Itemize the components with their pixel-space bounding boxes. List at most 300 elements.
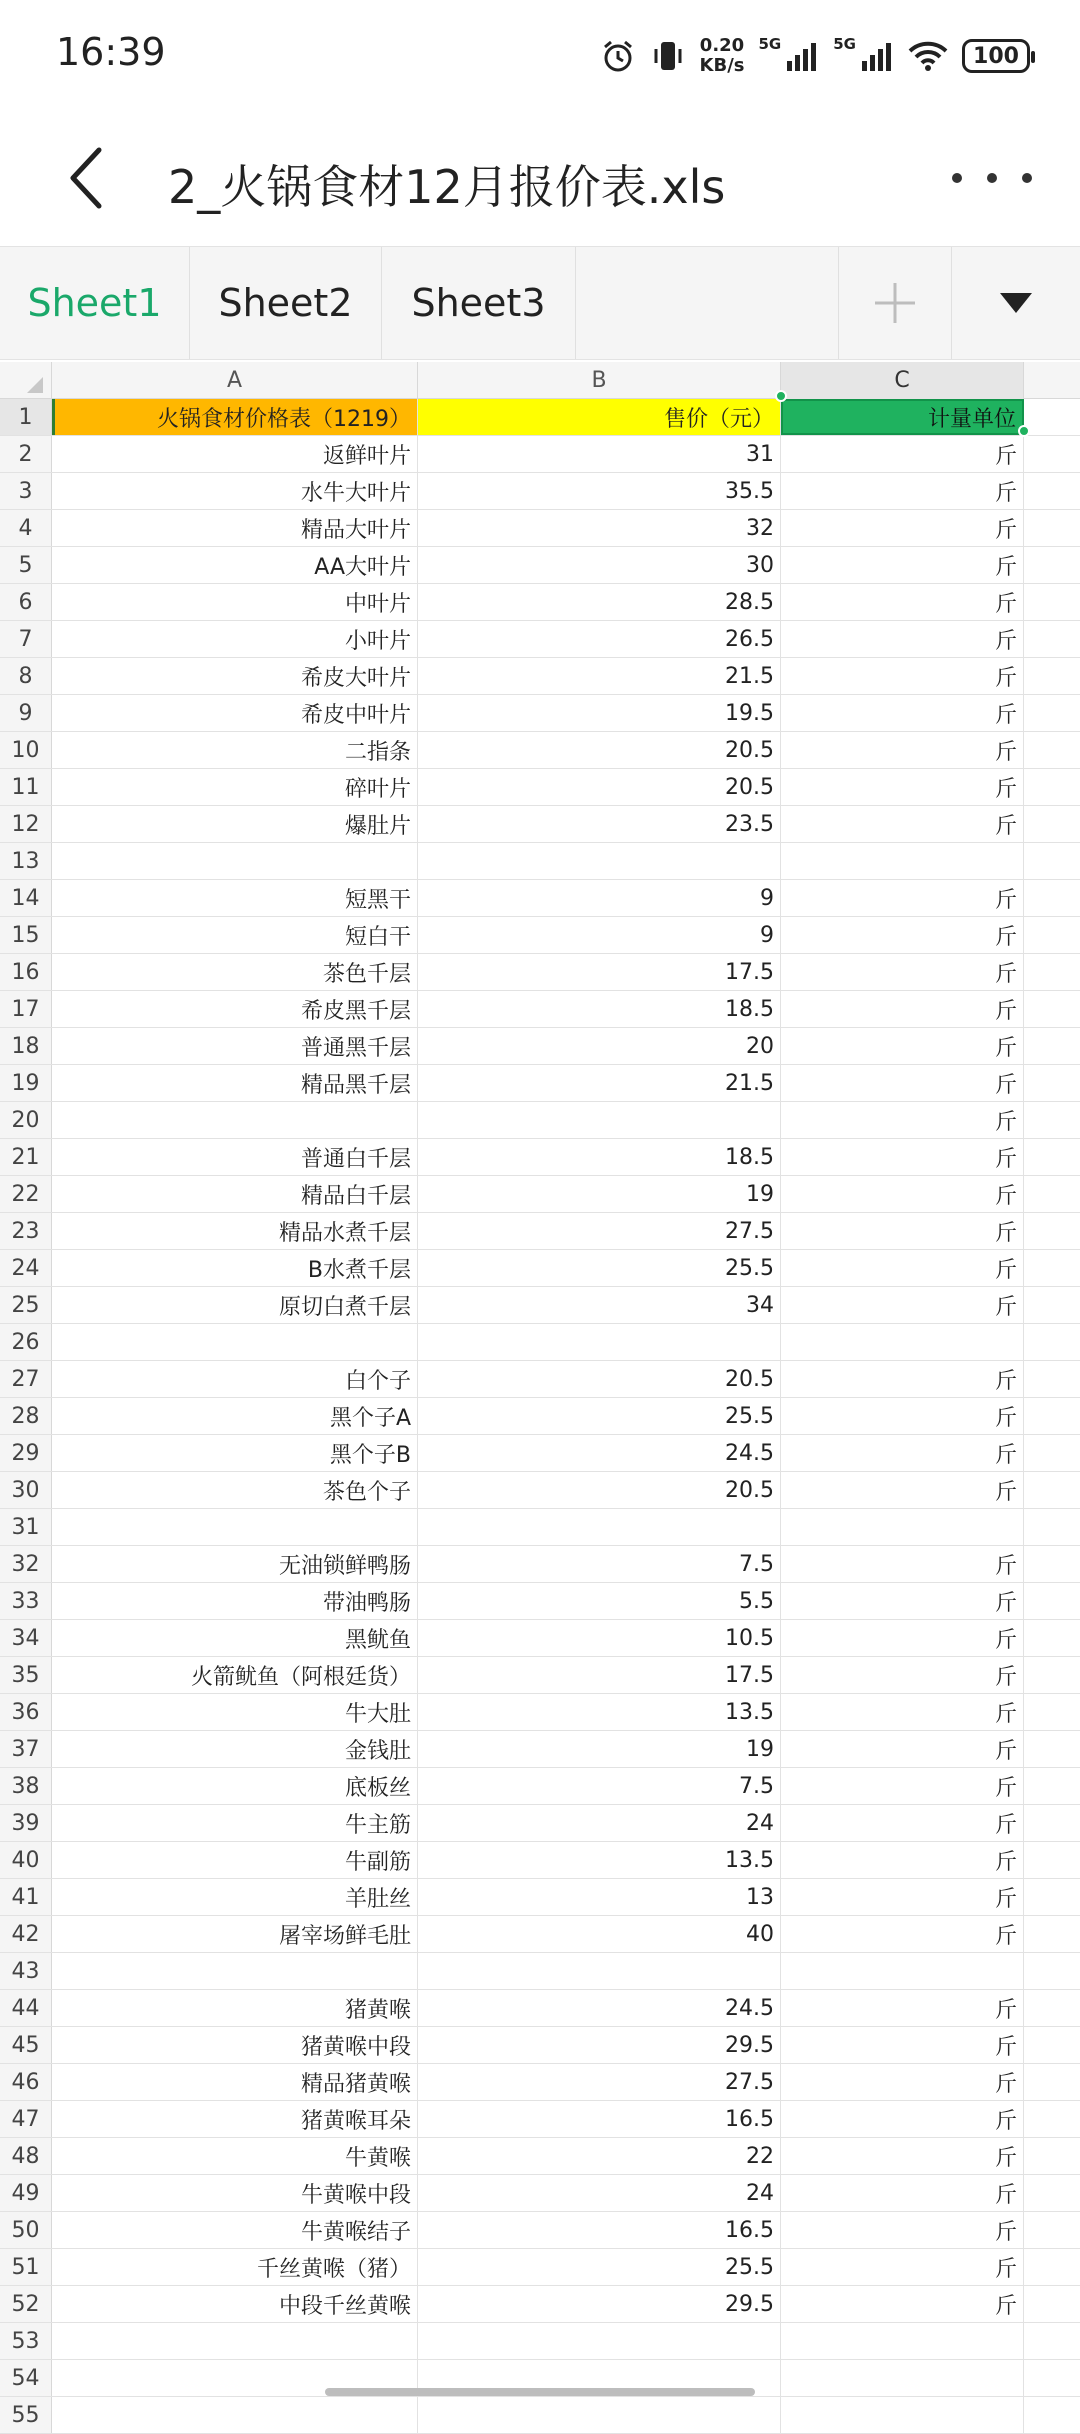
column-header-c[interactable]: C	[781, 362, 1024, 399]
cell-b[interactable]: 13.5	[418, 1694, 781, 1730]
cell-d[interactable]	[1024, 1324, 1080, 1360]
table-row	[0, 695, 1080, 732]
cell-d[interactable]	[1024, 769, 1080, 805]
cell-d[interactable]	[1024, 1768, 1080, 1804]
cell-d[interactable]	[1024, 1361, 1080, 1397]
cell-c[interactable]: 斤	[781, 2138, 1024, 2174]
cell-a[interactable]: 普通黑千层	[52, 1028, 418, 1064]
cell-c[interactable]: 斤	[781, 1065, 1024, 1101]
row-number[interactable]: 28	[0, 1398, 52, 1434]
row-number[interactable]: 29	[0, 1435, 52, 1471]
row-number[interactable]: 39	[0, 1805, 52, 1841]
row-number[interactable]: 38	[0, 1768, 52, 1804]
cell-a[interactable]: 希皮大叶片	[52, 658, 418, 694]
cell-d[interactable]	[1024, 991, 1080, 1027]
row-number[interactable]: 54	[0, 2360, 52, 2396]
cell-b[interactable]: 40	[418, 1916, 781, 1952]
cell-a[interactable]: 短黑干	[52, 880, 418, 916]
row-number[interactable]: 44	[0, 1990, 52, 2026]
cell-d[interactable]	[1024, 2027, 1080, 2063]
cell-a[interactable]: 黑个子A	[52, 1398, 418, 1434]
row-number[interactable]: 5	[0, 547, 52, 583]
row-number[interactable]: 48	[0, 2138, 52, 2174]
cell-c[interactable]: 斤	[781, 806, 1024, 842]
cell-b[interactable]: 17.5	[418, 954, 781, 990]
row-number[interactable]: 37	[0, 1731, 52, 1767]
cell-b[interactable]: 18.5	[418, 1139, 781, 1175]
cell-c[interactable]: 斤	[781, 1028, 1024, 1064]
cell-a[interactable]: 爆肚片	[52, 806, 418, 842]
cell-c[interactable]	[781, 1509, 1024, 1545]
selection-handle-bottom[interactable]	[1018, 425, 1030, 437]
cell-d[interactable]	[1024, 1620, 1080, 1656]
cell-c[interactable]	[781, 1953, 1024, 1989]
cell-d[interactable]	[1024, 806, 1080, 842]
cell-a[interactable]: 牛主筋	[52, 1805, 418, 1841]
row-number[interactable]: 49	[0, 2175, 52, 2211]
row-number[interactable]: 11	[0, 769, 52, 805]
cell-d[interactable]	[1024, 1176, 1080, 1212]
cell-c[interactable]: 斤	[781, 1398, 1024, 1434]
cell-c[interactable]: 斤	[781, 1250, 1024, 1286]
table-row	[0, 1361, 1080, 1398]
cell-a[interactable]: 返鲜叶片	[52, 436, 418, 472]
cell-c[interactable]: 斤	[781, 1694, 1024, 1730]
row-number[interactable]: 14	[0, 880, 52, 916]
cell-a[interactable]: 猪黄喉耳朵	[52, 2101, 418, 2137]
cell-c[interactable]: 斤	[781, 1287, 1024, 1323]
cell-b[interactable]: 20.5	[418, 1361, 781, 1397]
back-button[interactable]	[50, 143, 120, 213]
cell-c[interactable]: 斤	[781, 1768, 1024, 1804]
select-all-corner[interactable]	[0, 362, 52, 399]
cell-c[interactable]: 斤	[781, 1102, 1024, 1138]
row-number[interactable]: 24	[0, 1250, 52, 1286]
cell-b[interactable]: 21.5	[418, 658, 781, 694]
cell-a[interactable]	[52, 1953, 418, 1989]
cell-c[interactable]: 斤	[781, 621, 1024, 657]
row-number[interactable]: 55	[0, 2397, 52, 2433]
cell-a[interactable]: 精品黑千层	[52, 1065, 418, 1101]
cell-d[interactable]	[1024, 2138, 1080, 2174]
cell-c[interactable]: 斤	[781, 732, 1024, 768]
cell-d[interactable]	[1024, 1842, 1080, 1878]
cell-d[interactable]	[1024, 2323, 1080, 2359]
cell-b[interactable]: 10.5	[418, 1620, 781, 1656]
cell-a[interactable]: 屠宰场鲜毛肚	[52, 1916, 418, 1952]
row-number[interactable]: 26	[0, 1324, 52, 1360]
cell-a[interactable]: 中段千丝黄喉	[52, 2286, 418, 2322]
cell-d[interactable]	[1024, 510, 1080, 546]
cell-c[interactable]: 斤	[781, 2249, 1024, 2285]
cell-a[interactable]: 火锅食材价格表（1219）	[52, 399, 418, 435]
row-number[interactable]: 35	[0, 1657, 52, 1693]
cell-b[interactable]	[418, 2397, 781, 2433]
cell-c[interactable]: 斤	[781, 1546, 1024, 1582]
cell-a[interactable]: B水煮千层	[52, 1250, 418, 1286]
cell-d[interactable]	[1024, 658, 1080, 694]
cell-b[interactable]: 29.5	[418, 2286, 781, 2322]
row-number[interactable]: 16	[0, 954, 52, 990]
cell-c[interactable]: 斤	[781, 695, 1024, 731]
row-number[interactable]: 27	[0, 1361, 52, 1397]
cell-c[interactable]: 斤	[781, 1842, 1024, 1878]
cell-c[interactable]: 斤	[781, 1176, 1024, 1212]
cell-b[interactable]: 13	[418, 1879, 781, 1915]
cell-d[interactable]	[1024, 1139, 1080, 1175]
row-number[interactable]: 10	[0, 732, 52, 768]
cell-c[interactable]: 斤	[781, 2101, 1024, 2137]
spreadsheet-grid[interactable]	[0, 362, 1080, 2428]
cell-b[interactable]: 24.5	[418, 1990, 781, 2026]
row-number[interactable]: 22	[0, 1176, 52, 1212]
cell-d[interactable]	[1024, 1583, 1080, 1619]
cell-b[interactable]	[418, 1509, 781, 1545]
row-number[interactable]: 50	[0, 2212, 52, 2248]
cell-c[interactable]: 斤	[781, 1916, 1024, 1952]
cell-d[interactable]	[1024, 954, 1080, 990]
cell-d[interactable]	[1024, 473, 1080, 509]
cell-b[interactable]: 19.5	[418, 695, 781, 731]
cell-d[interactable]	[1024, 1990, 1080, 2026]
cell-a[interactable]: 原切白煮千层	[52, 1287, 418, 1323]
add-sheet-button[interactable]	[838, 247, 952, 359]
cell-a[interactable]: 希皮黑千层	[52, 991, 418, 1027]
cell-c[interactable]: 斤	[781, 2175, 1024, 2211]
cell-a[interactable]: 牛黄喉中段	[52, 2175, 418, 2211]
cell-d[interactable]	[1024, 1509, 1080, 1545]
cell-b[interactable]: 23.5	[418, 806, 781, 842]
cell-a[interactable]	[52, 843, 418, 879]
tab-sheet3[interactable]: Sheet3	[382, 247, 576, 359]
table-row	[0, 732, 1080, 769]
cell-c[interactable]: 斤	[781, 1620, 1024, 1656]
cell-d[interactable]	[1024, 1250, 1080, 1286]
cell-c[interactable]: 斤	[781, 658, 1024, 694]
cell-b[interactable]: 13.5	[418, 1842, 781, 1878]
cell-a[interactable]: 底板丝	[52, 1768, 418, 1804]
cell-d[interactable]	[1024, 1916, 1080, 1952]
cell-c[interactable]: 斤	[781, 1657, 1024, 1693]
cell-d[interactable]	[1024, 1398, 1080, 1434]
cell-c[interactable]: 斤	[781, 584, 1024, 620]
table-row	[0, 1694, 1080, 1731]
row-number[interactable]: 41	[0, 1879, 52, 1915]
cell-b[interactable]	[418, 1953, 781, 1989]
cell-b[interactable]: 18.5	[418, 991, 781, 1027]
cell-d[interactable]	[1024, 547, 1080, 583]
table-row	[0, 1509, 1080, 1546]
cell-a[interactable]: 中叶片	[52, 584, 418, 620]
table-row	[0, 1176, 1080, 1213]
row-number[interactable]: 12	[0, 806, 52, 842]
row-number[interactable]: 1	[0, 399, 52, 435]
row-number[interactable]: 2	[0, 436, 52, 472]
cell-b[interactable]: 24	[418, 1805, 781, 1841]
cell-a[interactable]: 金钱肚	[52, 1731, 418, 1767]
cell-a[interactable]: 茶色个子	[52, 1472, 418, 1508]
cell-a[interactable]: 猪黄喉	[52, 1990, 418, 2026]
cell-a[interactable]: 小叶片	[52, 621, 418, 657]
cell-d[interactable]	[1024, 1065, 1080, 1101]
cell-a[interactable]: 精品水煮千层	[52, 1213, 418, 1249]
cell-b[interactable]: 27.5	[418, 2064, 781, 2100]
cell-c[interactable]: 斤	[781, 436, 1024, 472]
cell-a[interactable]: 带油鸭肠	[52, 1583, 418, 1619]
cell-c[interactable]: 计量单位	[781, 399, 1024, 435]
cell-b[interactable]: 34	[418, 1287, 781, 1323]
cell-c[interactable]: 斤	[781, 2064, 1024, 2100]
cell-b[interactable]: 16.5	[418, 2212, 781, 2248]
row-number[interactable]: 21	[0, 1139, 52, 1175]
cell-c[interactable]: 斤	[781, 2027, 1024, 2063]
row-number[interactable]: 17	[0, 991, 52, 1027]
row-number[interactable]: 33	[0, 1583, 52, 1619]
cell-b[interactable]: 25.5	[418, 1398, 781, 1434]
cell-b[interactable]: 21.5	[418, 1065, 781, 1101]
cell-d[interactable]	[1024, 621, 1080, 657]
row-number[interactable]: 19	[0, 1065, 52, 1101]
cell-d[interactable]	[1024, 1657, 1080, 1693]
cell-c[interactable]: 斤	[781, 1879, 1024, 1915]
cell-d[interactable]	[1024, 2286, 1080, 2322]
cell-d[interactable]	[1024, 1805, 1080, 1841]
cell-a[interactable]: 水牛大叶片	[52, 473, 418, 509]
cell-d[interactable]	[1024, 399, 1080, 435]
cell-c[interactable]	[781, 2360, 1024, 2396]
row-number[interactable]: 40	[0, 1842, 52, 1878]
cell-b[interactable]: 9	[418, 917, 781, 953]
row-number[interactable]: 8	[0, 658, 52, 694]
cell-c[interactable]: 斤	[781, 1472, 1024, 1508]
cell-d[interactable]	[1024, 2397, 1080, 2433]
cell-b[interactable]: 17.5	[418, 1657, 781, 1693]
table-row	[0, 1953, 1080, 1990]
row-number[interactable]: 23	[0, 1213, 52, 1249]
cell-d[interactable]	[1024, 1546, 1080, 1582]
cell-b[interactable]: 26.5	[418, 621, 781, 657]
cell-a[interactable]: AA大叶片	[52, 547, 418, 583]
cell-d[interactable]	[1024, 1953, 1080, 1989]
cell-c[interactable]	[781, 2397, 1024, 2433]
row-number[interactable]: 32	[0, 1546, 52, 1582]
cell-d[interactable]	[1024, 2175, 1080, 2211]
row-number[interactable]: 6	[0, 584, 52, 620]
cell-c[interactable]: 斤	[781, 769, 1024, 805]
cell-b[interactable]: 27.5	[418, 1213, 781, 1249]
cell-a[interactable]: 普通白千层	[52, 1139, 418, 1175]
cell-d[interactable]	[1024, 1731, 1080, 1767]
cell-a[interactable]	[52, 1324, 418, 1360]
cell-a[interactable]: 牛副筋	[52, 1842, 418, 1878]
row-number[interactable]: 45	[0, 2027, 52, 2063]
cell-c[interactable]: 斤	[781, 954, 1024, 990]
cell-b[interactable]: 25.5	[418, 1250, 781, 1286]
row-number[interactable]: 52	[0, 2286, 52, 2322]
cell-b[interactable]: 30	[418, 547, 781, 583]
cell-a[interactable]: 牛黄喉	[52, 2138, 418, 2174]
row-number[interactable]: 15	[0, 917, 52, 953]
cell-a[interactable]	[52, 1509, 418, 1545]
sheet-list-dropdown[interactable]	[952, 247, 1080, 359]
cell-b[interactable]: 16.5	[418, 2101, 781, 2137]
cell-d[interactable]	[1024, 1694, 1080, 1730]
cell-b[interactable]: 售价（元）	[418, 399, 781, 435]
row-number[interactable]: 9	[0, 695, 52, 731]
cell-a[interactable]: 牛黄喉结子	[52, 2212, 418, 2248]
row-number[interactable]: 18	[0, 1028, 52, 1064]
cell-d[interactable]	[1024, 843, 1080, 879]
cell-c[interactable]: 斤	[781, 2212, 1024, 2248]
column-header-d[interactable]	[1024, 362, 1080, 399]
column-header-a[interactable]: A	[52, 362, 418, 399]
cell-c[interactable]: 斤	[781, 510, 1024, 546]
cell-b[interactable]: 7.5	[418, 1546, 781, 1582]
cell-c[interactable]: 斤	[781, 1731, 1024, 1767]
cell-a[interactable]	[52, 2397, 418, 2433]
cell-b[interactable]: 20.5	[418, 769, 781, 805]
row-number[interactable]: 46	[0, 2064, 52, 2100]
cell-b[interactable]	[418, 843, 781, 879]
cell-d[interactable]	[1024, 1435, 1080, 1471]
cell-b[interactable]: 19	[418, 1176, 781, 1212]
cell-b[interactable]: 20	[418, 1028, 781, 1064]
row-number[interactable]: 51	[0, 2249, 52, 2285]
cell-b[interactable]	[418, 1324, 781, 1360]
cell-c[interactable]: 斤	[781, 547, 1024, 583]
cell-b[interactable]: 25.5	[418, 2249, 781, 2285]
cell-d[interactable]	[1024, 1028, 1080, 1064]
cell-d[interactable]	[1024, 695, 1080, 731]
cell-b[interactable]: 32	[418, 510, 781, 546]
cell-a[interactable]: 牛大肚	[52, 1694, 418, 1730]
tab-sheet1[interactable]: Sheet1	[0, 247, 190, 359]
cell-b[interactable]: 7.5	[418, 1768, 781, 1804]
more-options-button[interactable]	[952, 153, 1032, 203]
cell-c[interactable]	[781, 2323, 1024, 2359]
cell-d[interactable]	[1024, 584, 1080, 620]
cell-d[interactable]	[1024, 1213, 1080, 1249]
row-number[interactable]: 7	[0, 621, 52, 657]
cell-c[interactable]: 斤	[781, 2286, 1024, 2322]
cell-d[interactable]	[1024, 2249, 1080, 2285]
cell-c[interactable]: 斤	[781, 1583, 1024, 1619]
cell-a[interactable]: 碎叶片	[52, 769, 418, 805]
row-number[interactable]: 25	[0, 1287, 52, 1323]
cell-d[interactable]	[1024, 880, 1080, 916]
cell-c[interactable]: 斤	[781, 917, 1024, 953]
cell-a[interactable]: 猪黄喉中段	[52, 2027, 418, 2063]
cell-a[interactable]: 火箭鱿鱼（阿根廷货）	[52, 1657, 418, 1693]
cell-d[interactable]	[1024, 436, 1080, 472]
cell-c[interactable]: 斤	[781, 1990, 1024, 2026]
cell-c[interactable]: 斤	[781, 991, 1024, 1027]
selection-handle-top[interactable]	[775, 390, 787, 402]
cell-b[interactable]: 20.5	[418, 1472, 781, 1508]
cell-b[interactable]: 5.5	[418, 1583, 781, 1619]
cell-a[interactable]: 黑个子B	[52, 1435, 418, 1471]
cell-b[interactable]: 31	[418, 436, 781, 472]
cell-a[interactable]: 精品大叶片	[52, 510, 418, 546]
cell-c[interactable]: 斤	[781, 473, 1024, 509]
cell-d[interactable]	[1024, 2360, 1080, 2396]
row-number[interactable]: 53	[0, 2323, 52, 2359]
cell-d[interactable]	[1024, 917, 1080, 953]
cell-a[interactable]: 羊肚丝	[52, 1879, 418, 1915]
cell-b[interactable]	[418, 1102, 781, 1138]
cell-b[interactable]: 22	[418, 2138, 781, 2174]
cell-a[interactable]: 黑鱿鱼	[52, 1620, 418, 1656]
cell-c[interactable]: 斤	[781, 1805, 1024, 1841]
cell-c[interactable]	[781, 1324, 1024, 1360]
row-number[interactable]: 20	[0, 1102, 52, 1138]
cell-d[interactable]	[1024, 2212, 1080, 2248]
cell-c[interactable]: 斤	[781, 880, 1024, 916]
cell-a[interactable]: 希皮中叶片	[52, 695, 418, 731]
cell-c[interactable]: 斤	[781, 1361, 1024, 1397]
cell-a[interactable]: 精品猪黄喉	[52, 2064, 418, 2100]
cell-b[interactable]: 24.5	[418, 1435, 781, 1471]
table-row	[0, 1731, 1080, 1768]
cell-a[interactable]: 二指条	[52, 732, 418, 768]
row-number[interactable]: 36	[0, 1694, 52, 1730]
cell-d[interactable]	[1024, 732, 1080, 768]
cell-b[interactable]	[418, 2323, 781, 2359]
cell-b[interactable]: 35.5	[418, 473, 781, 509]
cell-b[interactable]: 9	[418, 880, 781, 916]
table-row	[0, 1805, 1080, 1842]
cell-b[interactable]: 19	[418, 1731, 781, 1767]
cell-c[interactable]	[781, 843, 1024, 879]
cell-a[interactable]: 白个子	[52, 1361, 418, 1397]
cell-b[interactable]: 20.5	[418, 732, 781, 768]
table-row	[0, 917, 1080, 954]
table-row	[0, 584, 1080, 621]
cell-a[interactable]: 短白干	[52, 917, 418, 953]
cell-a[interactable]: 千丝黄喉（猪）	[52, 2249, 418, 2285]
row-number[interactable]: 34	[0, 1620, 52, 1656]
cell-d[interactable]	[1024, 1472, 1080, 1508]
row-number[interactable]: 3	[0, 473, 52, 509]
row-number[interactable]: 47	[0, 2101, 52, 2137]
row-number[interactable]: 30	[0, 1472, 52, 1508]
cell-b[interactable]: 29.5	[418, 2027, 781, 2063]
cell-b[interactable]: 24	[418, 2175, 781, 2211]
cell-d[interactable]	[1024, 1879, 1080, 1915]
row-number[interactable]: 31	[0, 1509, 52, 1545]
cell-a[interactable]: 无油锁鲜鸭肠	[52, 1546, 418, 1582]
horizontal-scrollbar[interactable]	[325, 2388, 755, 2396]
cell-a[interactable]: 茶色千层	[52, 954, 418, 990]
cell-d[interactable]	[1024, 2101, 1080, 2137]
cell-c[interactable]: 斤	[781, 1435, 1024, 1471]
cell-a[interactable]: 精品白千层	[52, 1176, 418, 1212]
cell-d[interactable]	[1024, 1102, 1080, 1138]
column-header-b[interactable]: B	[418, 362, 781, 399]
row-number[interactable]: 42	[0, 1916, 52, 1952]
row-number[interactable]: 13	[0, 843, 52, 879]
cell-c[interactable]: 斤	[781, 1213, 1024, 1249]
cell-d[interactable]	[1024, 2064, 1080, 2100]
cell-a[interactable]	[52, 1102, 418, 1138]
row-number[interactable]: 43	[0, 1953, 52, 1989]
cell-b[interactable]: 28.5	[418, 584, 781, 620]
cell-c[interactable]: 斤	[781, 1139, 1024, 1175]
row-number[interactable]: 4	[0, 510, 52, 546]
cell-d[interactable]	[1024, 1287, 1080, 1323]
tab-sheet2[interactable]: Sheet2	[190, 247, 382, 359]
cell-a[interactable]	[52, 2323, 418, 2359]
